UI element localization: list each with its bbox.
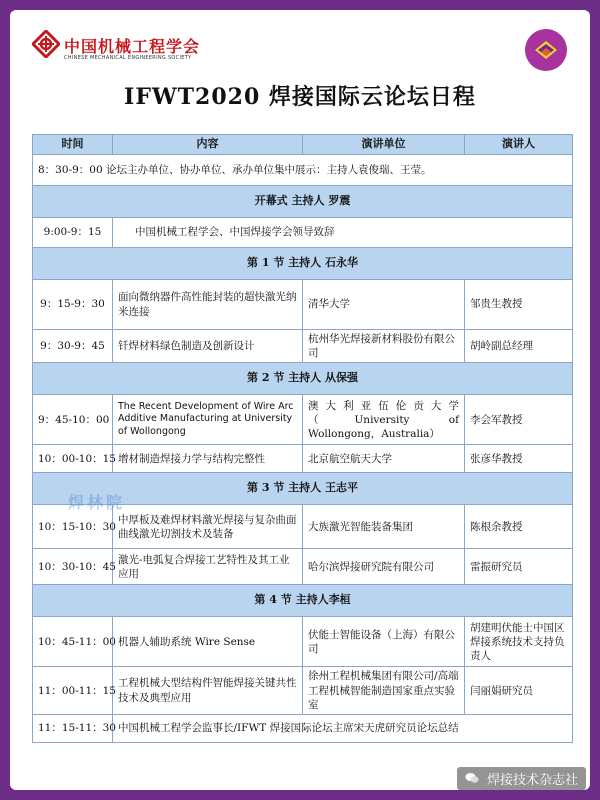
table-row — [33, 445, 573, 473]
watermark: 焊林院 — [68, 493, 126, 512]
time-cell: 11：00-11：15 — [33, 667, 113, 715]
cmes-emblem-icon — [32, 30, 60, 58]
section-title: 第 4 节 主持人李桓 — [33, 585, 573, 617]
wechat-account-badge — [457, 767, 586, 790]
speaker-cell: 胡建明伏能士中国区焊接系统技术支持负责人 — [465, 617, 573, 667]
speaker-cell: 张彦华教授 — [465, 445, 573, 473]
section-title: 第 1 节 主持人 石永华 — [33, 248, 573, 280]
time-cell: 9：30-9：45 — [33, 330, 113, 363]
time-cell: 11：15-11：30 — [33, 714, 113, 742]
table-cell: 8：30-9：00 论坛主办单位、协办单位、承办单位集中展示：主持人袁俊瑞、王莹。 — [33, 155, 573, 186]
content-cell: 中国机械工程学会监事长/IFWT 焊接国际论坛主席宋天虎研究员论坛总结 — [113, 714, 573, 742]
unit-cell: 澳大利亚伍伦贡大学（University of Wollongong，Australia） — [303, 395, 465, 445]
column-header: 演讲单位 — [303, 135, 465, 155]
content-cell: 机器人辅助系统 Wire Sense — [113, 617, 303, 667]
column-header: 内容 — [113, 135, 303, 155]
forum-badge-icon — [524, 28, 568, 72]
section-header-row — [33, 248, 573, 280]
opening-display-row — [33, 155, 573, 186]
content-cell: 激光-电弧复合焊接工艺特性及其工业应用 — [113, 549, 303, 585]
section-header-row — [33, 585, 573, 617]
table-header-row — [33, 135, 573, 155]
unit-cell: 伏能士智能设备（上海）有限公司 — [303, 617, 465, 667]
speaker-cell: 雷振研究员 — [465, 549, 573, 585]
speaker-cell: 李会军教授 — [465, 395, 573, 445]
table-row — [33, 714, 573, 742]
section-header-row — [33, 363, 573, 395]
table-row — [33, 549, 573, 585]
unit-cell: 哈尔滨焊接研究院有限公司 — [303, 549, 465, 585]
wechat-icon — [465, 772, 479, 788]
speaker-cell: 陈根余教授 — [465, 505, 573, 549]
table-row — [33, 395, 573, 445]
time-cell: 9：45-10：00 — [33, 395, 113, 445]
speaker-cell: 胡岭副总经理 — [465, 330, 573, 363]
content-cell: 中国机械工程学会、中国焊接学会领导致辞 — [113, 218, 573, 248]
section-header-row — [33, 186, 573, 218]
section-title: 第 3 节 主持人 王志平 — [33, 473, 573, 505]
time-cell: 9：15-9：30 — [33, 280, 113, 330]
column-header: 演讲人 — [465, 135, 573, 155]
content-cell: The Recent Development of Wire Arc Additive Manufacturing at University of Wollongong — [113, 395, 303, 445]
table-row — [33, 617, 573, 667]
time-cell: 10：30-10：45 — [33, 549, 113, 585]
schedule-sheet — [10, 10, 590, 790]
speaker-cell: 邹贵生教授 — [465, 280, 573, 330]
org-name-cn: 中国机械工程学会 — [64, 37, 201, 56]
table-row — [33, 280, 573, 330]
table-row — [33, 667, 573, 715]
content-cell: 增材制造焊接力学与结构完整性 — [113, 445, 303, 473]
content-cell: 中厚板及难焊材料激光焊接与复杂曲面曲线激光切割技术及装备 — [113, 505, 303, 549]
content-cell: 钎焊材料绿色制造及创新设计 — [113, 330, 303, 363]
content-cell: 面向微纳器件高性能封装的超快激光纳米连接 — [113, 280, 303, 330]
section-title: 开幕式 主持人 罗震 — [33, 186, 573, 218]
time-cell: 10：15-10：30 — [33, 505, 113, 549]
time-cell: 10：00-10：15 — [33, 445, 113, 473]
time-cell: 9:00-9：15 — [33, 218, 113, 248]
column-header: 时间 — [33, 135, 113, 155]
wechat-account-name: 焊接技术杂志社 — [486, 773, 578, 788]
table-row — [33, 218, 573, 248]
unit-cell: 杭州华光焊接新材料股份有限公司 — [303, 330, 465, 363]
table-row — [33, 330, 573, 363]
org-name-en: CHINESE MECHANICAL ENGINEERING SOCIETY — [64, 55, 192, 61]
unit-cell: 清华大学 — [303, 280, 465, 330]
unit-cell: 徐州工程机械集团有限公司/高端工程机械智能制造国家重点实验室 — [303, 667, 465, 715]
speaker-cell: 闫丽娟研究员 — [465, 667, 573, 715]
page-title: IFWT2020 焊接国际云论坛日程 — [124, 84, 476, 110]
unit-cell: 北京航空航天大学 — [303, 445, 465, 473]
time-cell: 10：45-11：00 — [33, 617, 113, 667]
section-title: 第 2 节 主持人 从保强 — [33, 363, 573, 395]
content-cell: 工程机械大型结构件智能焊接关键共性技术及典型应用 — [113, 667, 303, 715]
schedule-table — [32, 134, 573, 743]
unit-cell: 大族激光智能装备集团 — [303, 505, 465, 549]
